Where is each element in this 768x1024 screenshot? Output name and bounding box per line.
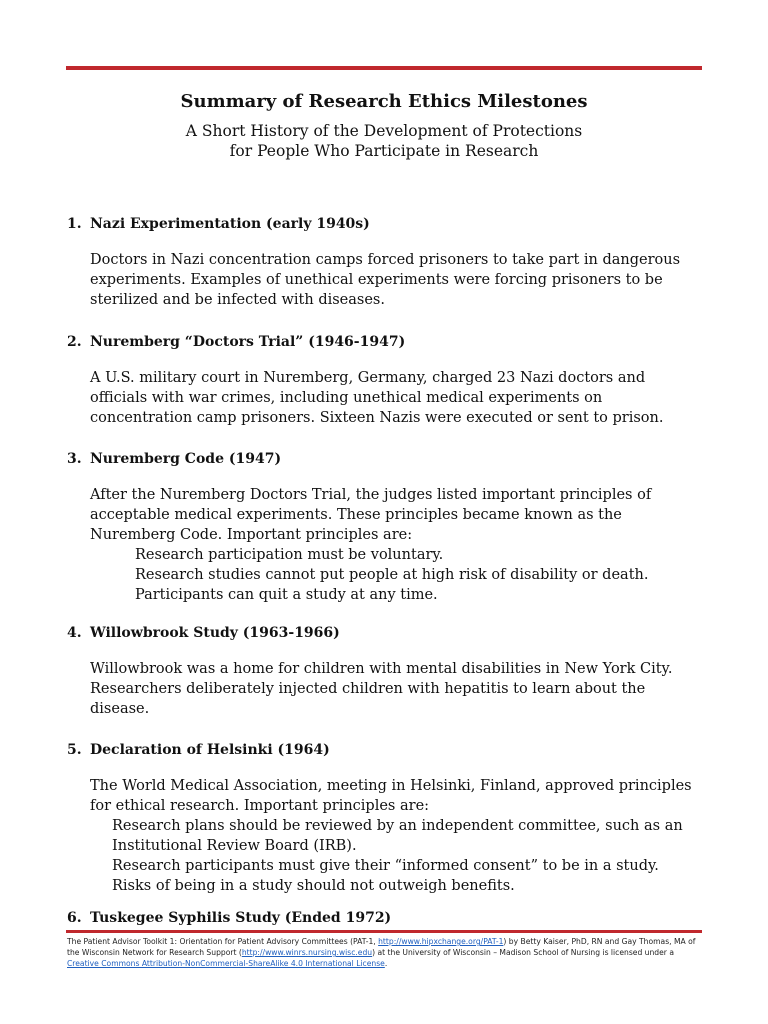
section-title: Nazi Experimentation (early 1940s) [90,216,370,232]
subtitle-line-2: for People Who Participate in Research [229,142,539,160]
section-paragraph: Doctors in Nazi concentration camps forced prisoners to take part in dangerous experiments. Examples of unethical experiments were forcing prisoners to be sterilized and be infected with diseases. [90,252,681,308]
page-title: Summary of Research Ethics Milestones [180,91,588,112]
principle-item: Research participation must be voluntary. [135,547,444,563]
section-number: 6. [67,910,82,926]
section-title: Willowbrook Study (1963-1966) [90,625,340,641]
footer-text: . [384,959,388,968]
principles-list [135,545,703,605]
bottom-accent-rule [66,930,702,933]
section-heading [67,332,703,352]
footer-text: ) by Betty Kaiser, PhD, RN and Gay Thomas, MA of the Wisconsin Network for Research Support ( [67,937,696,957]
section-heading [67,908,703,928]
section-title: Declaration of Helsinki (1964) [90,742,330,758]
section-number: 5. [67,742,82,758]
principle-item: Research plans should be reviewed by an independent committee, such as an Institutional Review Board (IRB). [112,818,683,854]
principle-item: Research studies cannot put people at high risk of disability or death. [135,567,649,583]
section-number: 1. [67,216,82,232]
section-title: Nuremberg “Doctors Trial” (1946-1947) [90,334,406,350]
section-number: 3. [67,451,82,467]
section-body [90,659,703,719]
section-number: 4. [67,625,82,641]
section-paragraph: The World Medical Association, meeting in Helsinki, Finland, approved principles for ethical research. Important principles are: [90,778,692,814]
section-heading [67,214,703,234]
principle-item: Participants can quit a study at any time. [135,587,438,603]
section-tuskegee-study [67,908,703,928]
subtitle-line-1: A Short History of the Development of Protections [185,122,583,140]
footer-link-license[interactable]: Creative Commons Attribution-NonCommercial-ShareAlike 4.0 International License [67,959,385,968]
section-heading [67,623,703,643]
section-body [90,485,703,605]
section-body [90,250,703,310]
page-subtitle [0,121,768,161]
top-accent-rule [66,66,702,70]
section-body [90,776,703,896]
section-willowbrook-study [67,623,703,719]
principles-list [112,816,703,896]
footer-license [67,936,707,969]
footer-link-winrs[interactable]: http://www.winrs.nursing.wisc.edu [241,948,373,957]
section-nuremberg-code [67,449,703,605]
section-paragraph: After the Nuremberg Doctors Trial, the judges listed important principles of acceptable medical experiments. These principles became known as the Nuremberg Code. Important principles are: [90,487,652,543]
section-heading [67,740,703,760]
footer-text: ) at the University of Wisconsin – Madison School of Nursing is licensed under a [372,948,674,957]
section-title: Tuskegee Syphilis Study (Ended 1972) [90,910,392,926]
principle-item: Risks of being in a study should not outweigh benefits. [112,878,515,894]
section-body [90,368,703,428]
section-title: Nuremberg Code (1947) [90,451,282,467]
section-declaration-of-helsinki [67,740,703,896]
principle-item: Research participants must give their “informed consent” to be in a study. [112,858,659,874]
section-number: 2. [67,334,82,350]
section-heading [67,449,703,469]
footer-link-pat1[interactable]: http://www.hipxchange.org/PAT-1 [378,937,504,946]
section-paragraph: Willowbrook was a home for children with mental disabilities in New York City. Researchers deliberately injected children with hepatitis to learn about the disease. [90,661,673,717]
section-nazi-experimentation [67,214,703,310]
section-nuremberg-doctors-trial [67,332,703,428]
footer-text: The Patient Advisor Toolkit 1: Orientation for Patient Advisory Committees (PAT-1, [67,937,379,946]
section-paragraph: A U.S. military court in Nuremberg, Germany, charged 23 Nazi doctors and officials with war crimes, including unethical medical experiments on concentration camp prisoners. Sixteen Nazis were executed or sent to prison. [90,370,664,426]
